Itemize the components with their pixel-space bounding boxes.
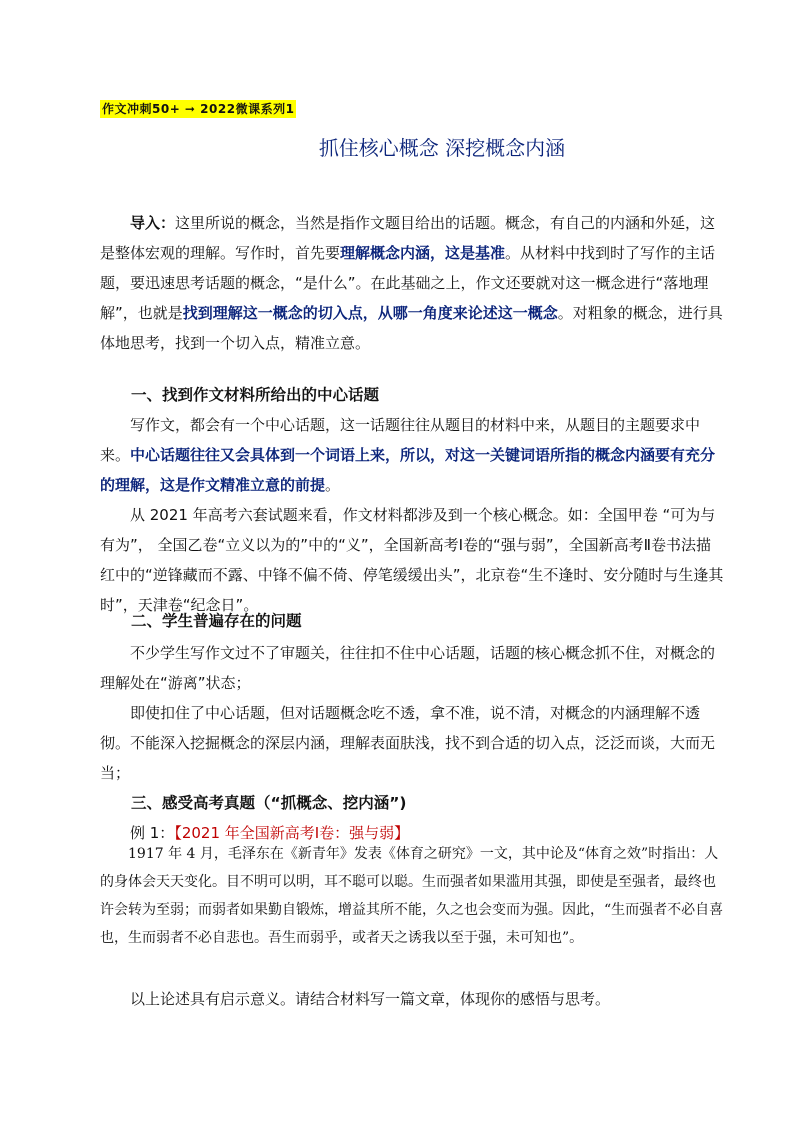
intro-label: 导入：: [130, 214, 176, 232]
series-tag: 作文冲刺50+ ➞ 2022微课系列1: [102, 102, 295, 116]
section-1-paragraph-2: 从 2021 年高考六套试题来看，作文材料都涉及到一个核心概念。如：全国甲卷 “可为与有为”， 全国乙卷“立义以为的”中的“义”，全国新高考Ⅰ卷的“强与弱”，全国新高考Ⅱ卷书法描红中的“逆锋藏而不露、中锋不偏不倚、停笔缓缓出头”，北京卷“生不逢时、安分随时与生逢其时”，天津卷“纪念日”。: [100, 506, 724, 614]
intro-emphasis-2: 找到理解这一概念的切入点，从哪一角度来论述这一概念: [182, 304, 558, 322]
example-material: 1917 年 4 月，毛泽东在《新青年》发表《体育之研究》一文，其中论及“体育之效”时指出：人的身体会天天变化。目不明可以明，耳不聪可以聪。生而强者如果滥用其强，即使是至强者，最终也许会转为至弱；而弱者如果勤自锻炼，增益其所不能，久之也会变而为强。因此，“生而强者不必自喜也，生而弱者不必自悲也。吾生而弱乎，或者天之诱我以至于强，未可知也”。: [100, 846, 724, 946]
section-1-heading: 一、找到作文材料所给出的中心话题: [131, 386, 380, 404]
intro-text-1: 这里所说的概念，当然是指作文题目给出的话题。概念，有自己的内涵和外延，这是整体宏观的理解。写作时，首先要: [100, 214, 716, 262]
section-2-paragraph-1: 不少学生写作文过不了审题关，往往扣不住中心话题，话题的核心概念抓不住，对概念的理解处在“游离”状态；: [100, 644, 716, 692]
section-1-paragraph-1: [100, 410, 724, 500]
intro-text-3: 。对粗象的概念，进行具体地思考，找到一个切入点，精准立意。: [100, 304, 723, 352]
intro-paragraph: [100, 208, 724, 358]
intro-emphasis-1: 理解概念内涵，这是基准: [340, 244, 506, 262]
example-label: 例 1：: [130, 824, 175, 842]
page-title: 抓住核心概念 深挖概念内涵: [318, 136, 566, 160]
example-task: 以上论述具有启示意义。请结合材料写一篇文章，体现你的感悟与思考。: [130, 990, 611, 1008]
section-1-text-end: 。: [325, 476, 341, 494]
section-1-text: 写作文，都会有一个中心话题，这一话题往往从题目的材料中来，从题目的主题要求中来。: [100, 416, 701, 464]
intro-text-2: 。从材料中找到时了写作的主话题，要迅速思考话题的概念，“是什么”。在此基础之上，作文还要就对这一概念进行“落地理解”，也就是: [100, 244, 716, 322]
section-2-paragraph-3: 不能深入挖掘概念的深层内涵，理解表面肤浅，找不到合适的切入点，泛泛而谈，大而无当；: [100, 734, 716, 782]
section-2-paragraph-2: 即使扣住了中心话题，但对话题概念吃不透，拿不准，说不清，对概念的内涵理解不透彻。: [100, 704, 701, 752]
section-2-heading: 二、学生普遍存在的问题: [131, 612, 302, 630]
section-1-emphasis: 中心话题往往又会具体到一个词语上来，所以，对这一关键词语所指的概念内涵要有充分的理解，这是作文精准立意的前提: [100, 446, 716, 494]
section-3-heading: 三、感受高考真题（“抓概念、挖内涵”): [131, 794, 407, 812]
example-title: 【2021 年全国新高考Ⅰ卷：强与弱】: [174, 824, 410, 842]
